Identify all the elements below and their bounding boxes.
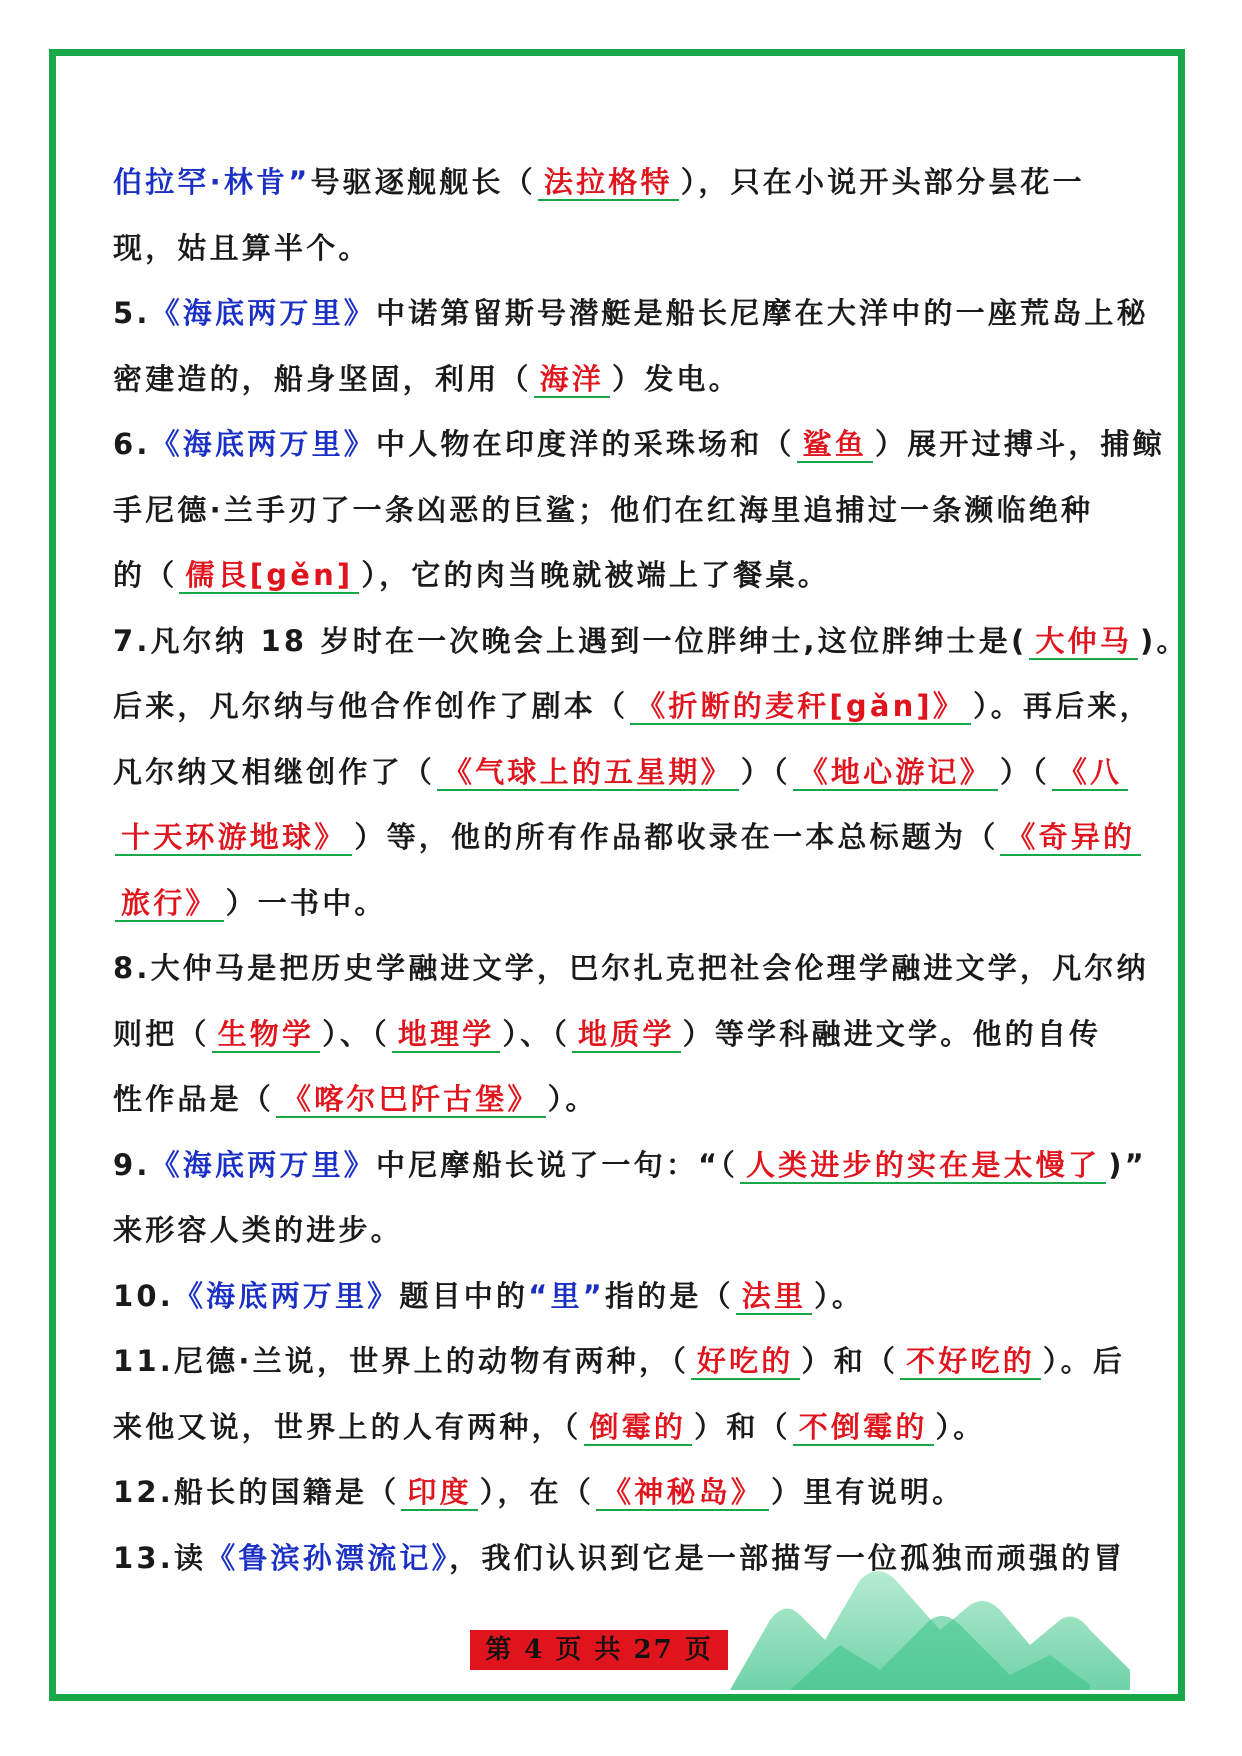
body-text: 密建造的，船身坚固，利用（ xyxy=(113,361,532,396)
answer-blank: 地理学 xyxy=(392,1017,501,1053)
body-text: ）。 xyxy=(547,1082,598,1116)
answer-blank: 十天环游地球》 xyxy=(115,820,352,856)
text-line xyxy=(113,1067,1129,1133)
body-text: 凡尔纳又相继创作了（ xyxy=(113,754,436,789)
book-title-text: 《鲁滨孙漂流记》 xyxy=(206,1540,450,1575)
body-text: 9. xyxy=(113,1147,151,1182)
text-line xyxy=(113,1264,1129,1330)
body-text: 中尼摩船长说了一句：“（ xyxy=(376,1147,738,1182)
body-text: 10. xyxy=(113,1278,174,1313)
book-title-text: 伯拉罕·林肯” xyxy=(113,165,311,199)
answer-blank: 不好吃的 xyxy=(900,1344,1041,1380)
text-line xyxy=(113,1395,1129,1461)
answer-blank: 海洋 xyxy=(534,362,610,398)
book-title-text: 《海底两万里》 xyxy=(173,1278,400,1313)
answer-blank: 人类进步的实在是太慢了 xyxy=(740,1148,1106,1184)
body-text: 来他又说，世界上的人有两种，（ xyxy=(113,1409,582,1444)
body-text: ），在（ xyxy=(479,1475,595,1509)
body-text: 指的是（ xyxy=(604,1278,734,1313)
answer-blank: 旅行》 xyxy=(115,886,224,922)
text-line xyxy=(113,936,1149,1002)
body-text: ）展开过搏斗，捕鲸 xyxy=(875,427,1165,461)
text-line xyxy=(113,1329,1129,1395)
body-text: ）发电。 xyxy=(612,361,741,396)
document-body xyxy=(113,150,1189,1591)
body-text: ）。后 xyxy=(1042,1344,1126,1378)
text-line xyxy=(113,347,1129,413)
text-line xyxy=(113,478,1129,544)
answer-blank: 地质学 xyxy=(572,1017,681,1053)
body-text: ）等，他的所有作品都收录在一本总标题为（ xyxy=(354,820,999,854)
body-text: ）。再后来， xyxy=(973,689,1152,723)
book-title-text: “里” xyxy=(528,1278,605,1313)
mountain-decoration xyxy=(730,1560,1130,1690)
body-text: 13.读 xyxy=(113,1540,207,1575)
body-text: ，我们认识到它是一部描写一位孤独而顽强的冒 xyxy=(449,1540,1126,1575)
text-line xyxy=(113,1198,1129,1264)
answer-blank: 《地心游记》 xyxy=(793,755,998,791)
text-line xyxy=(113,150,1129,216)
body-text: 6. xyxy=(113,427,151,461)
body-text: )” xyxy=(1108,1147,1147,1182)
body-text: ）一书中。 xyxy=(225,885,387,920)
body-text: ）等学科融进文学。他的自传 xyxy=(682,1016,1102,1051)
body-text: ）（ xyxy=(999,754,1050,789)
answer-blank: 倒霉的 xyxy=(584,1410,693,1446)
body-text: 5. xyxy=(113,296,151,330)
answer-blank: 好吃的 xyxy=(691,1344,800,1380)
text-line xyxy=(113,412,1165,478)
body-text: 手尼德·兰手刃了一条凶恶的巨鲨；他们在红海里追捕过一条濒临绝种 xyxy=(113,492,1094,527)
body-text: ）、（ xyxy=(322,1016,390,1051)
book-title-text: 《海底两万里》 xyxy=(150,1147,377,1182)
body-text: )。 xyxy=(1140,623,1189,658)
answer-blank: 大仲马 xyxy=(1029,624,1138,660)
body-text: 中诺第留斯号潜艇是船长尼摩在大洋中的一座荒岛上秘 xyxy=(376,296,1149,330)
body-text: ）和（ xyxy=(694,1409,791,1444)
book-title-text: 《海底两万里》 xyxy=(150,296,377,330)
book-title-text: 《海底两万里》 xyxy=(150,427,377,461)
body-text: 现，姑且算半个。 xyxy=(113,230,371,265)
answer-blank: 生物学 xyxy=(212,1017,321,1053)
answer-blank: 《气球上的五星期》 xyxy=(437,755,739,791)
body-text: ），只在小说开头部分昙花一 xyxy=(680,165,1085,199)
page-number-badge: 第 4 页 共 27 页 xyxy=(470,1630,728,1670)
body-text: 的（ xyxy=(113,558,178,592)
answer-blank: 《折断的麦秆[gǎn]》 xyxy=(630,689,971,725)
body-text: 12.船长的国籍是（ xyxy=(113,1475,400,1509)
text-line xyxy=(113,543,1129,609)
text-line xyxy=(113,609,1189,675)
text-line xyxy=(113,740,1129,806)
body-text: ）、（ xyxy=(502,1016,571,1051)
answer-blank: 法拉格特 xyxy=(538,165,679,201)
body-text: 中人物在印度洋的采珠场和（ xyxy=(376,427,795,461)
text-line xyxy=(113,281,1149,347)
text-line xyxy=(113,1002,1129,1068)
text-line xyxy=(113,216,1129,282)
answer-blank: 《喀尔巴阡古堡》 xyxy=(276,1082,546,1118)
body-text: ）和（ xyxy=(801,1344,899,1378)
answer-blank: 《奇异的 xyxy=(1000,820,1141,856)
text-line xyxy=(113,805,1136,871)
body-text: 题目中的 xyxy=(399,1278,529,1313)
text-line xyxy=(113,674,1152,740)
body-text: ）。 xyxy=(935,1409,986,1444)
text-line xyxy=(113,871,1129,937)
answer-blank: 法里 xyxy=(736,1279,812,1315)
text-line xyxy=(113,1460,1129,1526)
body-text: ）。 xyxy=(814,1278,865,1313)
answer-blank: 不倒霉的 xyxy=(793,1410,934,1446)
answer-blank: 《神秘岛》 xyxy=(596,1475,769,1511)
answer-blank: 儒艮[gěn] xyxy=(179,558,359,594)
answer-blank: 印度 xyxy=(401,1475,477,1511)
body-text: 11.尼德·兰说，世界上的动物有两种，（ xyxy=(113,1344,689,1378)
answer-blank: 《八 xyxy=(1052,755,1128,791)
body-text: ），它的肉当晚就被端上了餐桌。 xyxy=(361,558,830,592)
body-text: 7.凡尔纳 18 岁时在一次晚会上遇到一位胖绅士,这位胖绅士是( xyxy=(113,623,1028,658)
text-line xyxy=(113,1133,1147,1199)
body-text: 号驱逐舰舰长（ xyxy=(310,165,536,199)
body-text: 性作品是（ xyxy=(113,1082,275,1116)
body-text: ）里有说明。 xyxy=(771,1475,965,1509)
answer-blank: 鲨鱼 xyxy=(797,427,873,463)
body-text: 则把（ xyxy=(113,1016,210,1051)
body-text: 8.大仲马是把历史学融进文学，巴尔扎克把社会伦理学融进文学，凡尔纳 xyxy=(113,951,1149,985)
body-text: ）（ xyxy=(740,754,791,789)
body-text: 来形容人类的进步。 xyxy=(113,1213,403,1247)
body-text: 后来，凡尔纳与他合作创作了剧本（ xyxy=(113,689,629,723)
